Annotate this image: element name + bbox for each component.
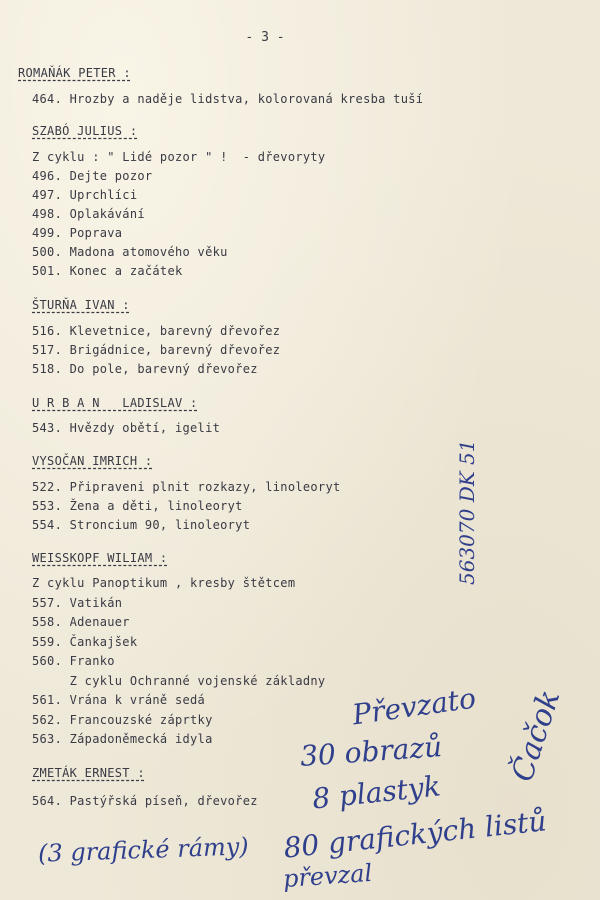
section-heading: ŠTURŇA IVAN : <box>32 298 130 312</box>
section-heading: ZMETÁK ERNEST : <box>32 766 145 780</box>
list-item: 464. Hrozby a naděje lidstva, kolorovaná kresba tuší <box>32 92 424 106</box>
list-item: 498. Oplakávání <box>32 207 145 221</box>
list-item: Z cyklu : " Lidé pozor " ! - dřevoryty <box>32 150 326 164</box>
list-item: 554. Stroncium 90, linoleoryt <box>32 518 251 532</box>
archive-number-note: 563070 DK 51 <box>455 439 479 585</box>
section-heading: WEISSKOPF WILIAM : <box>32 551 168 565</box>
list-item: Z cyklu Ochranné vojenské základny <box>32 674 326 688</box>
list-item: 562. Francouzské záprtky <box>32 713 213 727</box>
signature: Čačok <box>505 685 568 786</box>
list-item: 501. Konec a začátek <box>32 264 183 278</box>
handwritten-note: 30 obrazů <box>299 730 444 773</box>
list-item: 499. Poprava <box>32 226 123 240</box>
handwritten-note: 80 grafických listů <box>281 804 548 865</box>
handwritten-note: Převzato <box>350 681 478 732</box>
list-item: 497. Uprchlíci <box>32 188 138 202</box>
list-item: Z cyklu Panoptikum , kresby štětcem <box>32 576 296 590</box>
handwritten-note: převzal <box>282 858 374 894</box>
list-item: 557. Vatikán <box>32 596 123 610</box>
list-item: 516. Klevetnice, barevný dřevořez <box>32 324 281 338</box>
section-heading: VYSOČAN IMRICH : <box>32 454 153 468</box>
section-heading: ROMAŇÁK PETER : <box>18 66 131 80</box>
list-item: 500. Madona atomového věku <box>32 245 228 259</box>
list-item: 517. Brigádnice, barevný dřevořez <box>32 343 281 357</box>
page-number: - 3 - <box>245 30 285 45</box>
list-item: 561. Vrána k vráně sedá <box>32 693 206 707</box>
list-item: 522. Připraveni plnit rozkazy, linoleoryt <box>32 480 341 494</box>
handwritten-note: (3 grafické rámy) <box>37 832 250 868</box>
list-item: 563. Západoněmecká idyla <box>32 732 213 746</box>
list-item: 559. Čankajšek <box>32 635 138 649</box>
section-heading: U R B A N LADISLAV : <box>32 396 198 410</box>
section-heading: SZABÓ JULIUS : <box>32 124 138 138</box>
list-item: 558. Adenauer <box>32 615 130 629</box>
list-item: 564. Pastýřská píseň, dřevořez <box>32 794 258 808</box>
list-item: 518. Do pole, barevný dřevořez <box>32 362 258 376</box>
list-item: 543. Hvězdy obětí, igelit <box>32 421 221 435</box>
list-item: 553. Žena a děti, linoleoryt <box>32 499 243 513</box>
list-item: 496. Dejte pozor <box>32 169 153 183</box>
handwritten-note: 8 plastyk <box>310 769 443 816</box>
list-item: 560. Franko <box>32 654 115 668</box>
